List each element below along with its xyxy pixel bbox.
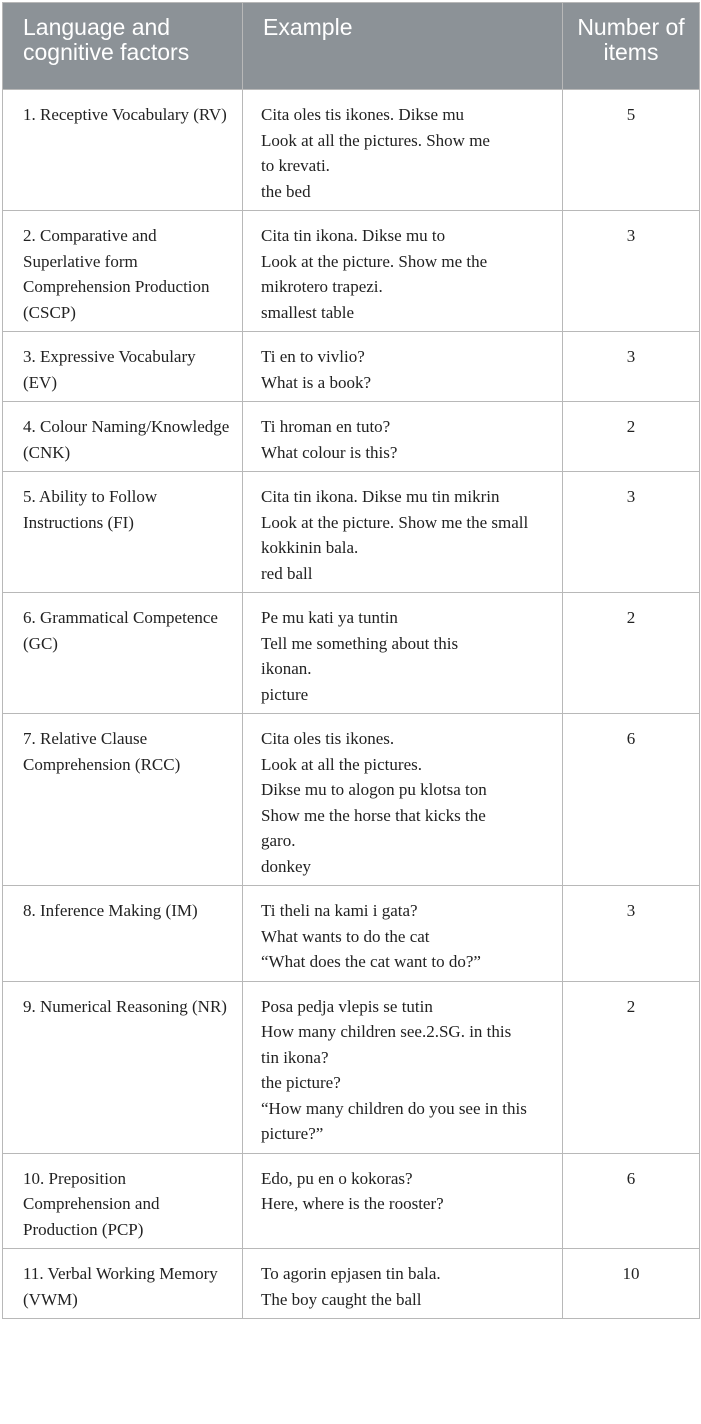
- factor-cell: 8. Inference Making (IM): [3, 886, 243, 982]
- factors-table: [2, 2, 700, 1319]
- number-cell: 3: [563, 332, 700, 402]
- number-cell: 5: [563, 90, 700, 211]
- table-row: [3, 402, 700, 472]
- example-line: the picture?: [261, 1073, 341, 1092]
- header-factor: Language and cognitive factors: [3, 3, 243, 90]
- number-cell: 3: [563, 211, 700, 332]
- example-line: picture: [261, 684, 309, 704]
- header-example: Example: [243, 3, 563, 90]
- example-line: Edo, pu en o kokoras?: [261, 1168, 413, 1188]
- example-line: Show me the horse that kicks the: [261, 805, 486, 825]
- number-cell: 2: [563, 593, 700, 714]
- example-line: Tell me something about this: [261, 633, 459, 653]
- example-line: Look at all the pictures.: [261, 754, 422, 774]
- example-cell: [243, 211, 563, 332]
- number-cell: 2: [563, 981, 700, 1153]
- example-line: Cita tin ikona. Dikse mu to: [261, 226, 446, 245]
- example-line: Look at all the pictures. Show me: [261, 130, 490, 150]
- example-line: the bed: [261, 181, 311, 201]
- example-line: What colour is this?: [261, 442, 398, 462]
- number-cell: 10: [563, 1249, 700, 1319]
- table-header-row: [3, 3, 700, 90]
- example-line: What is a book?: [261, 372, 371, 392]
- example-line: To agorin epjasen tin bala.: [261, 1264, 441, 1283]
- factor-cell: 9. Numerical Reasoning (NR): [3, 981, 243, 1153]
- number-cell: 3: [563, 472, 700, 593]
- factor-cell: 7. Relative Clause Comprehension (RCC): [3, 714, 243, 886]
- example-cell: [243, 332, 563, 402]
- example-line: ikonan.: [261, 659, 312, 678]
- table-row: [3, 1153, 700, 1249]
- table-row: [3, 1249, 700, 1319]
- example-cell: [243, 981, 563, 1153]
- example-line: Look at the picture. Show me the: [261, 251, 488, 271]
- example-line: Cita oles tis ikones. Dikse mu: [261, 105, 465, 124]
- factor-cell: 1. Receptive Vocabulary (RV): [3, 90, 243, 211]
- example-cell: [243, 1249, 563, 1319]
- table-row: [3, 593, 700, 714]
- example-line: Cita tin ikona. Dikse mu tin mikrin: [261, 487, 500, 506]
- factor-cell: 11. Verbal Working Memory (VWM): [3, 1249, 243, 1319]
- example-line: Here, where is the rooster?: [261, 1194, 444, 1213]
- example-line: to krevati.: [261, 156, 330, 175]
- example-line: garo.: [261, 831, 296, 850]
- example-line: donkey: [261, 856, 312, 876]
- example-line: Pe mu kati ya tuntin: [261, 608, 398, 627]
- number-cell: 6: [563, 1153, 700, 1249]
- example-line: Dikse mu to alogon pu klotsa ton: [261, 780, 487, 799]
- example-line: “What does the cat want to do?”: [261, 952, 481, 971]
- factor-cell: 4. Colour Naming/Knowledge (CNK): [3, 402, 243, 472]
- number-cell: 6: [563, 714, 700, 886]
- table-row: [3, 90, 700, 211]
- number-cell: 3: [563, 886, 700, 982]
- example-line: How many children see.2.SG. in this: [261, 1022, 512, 1041]
- example-line: What wants to do the cat: [261, 926, 430, 946]
- example-line: Ti en to vivlio?: [261, 347, 365, 366]
- table-row: [3, 981, 700, 1153]
- example-cell: [243, 1153, 563, 1249]
- example-line: red ball: [261, 563, 313, 583]
- factor-cell: 2. Comparative and Superlative form Comprehension Production (CSCP): [3, 211, 243, 332]
- example-line: “How many children do you see in this picture?”: [261, 1098, 527, 1143]
- table-row: [3, 714, 700, 886]
- table-row: [3, 886, 700, 982]
- example-line: The boy caught the ball: [261, 1289, 422, 1309]
- factor-cell: 6. Grammatical Competence (GC): [3, 593, 243, 714]
- example-line: Look at the picture. Show me the small: [261, 512, 529, 532]
- example-cell: [243, 472, 563, 593]
- table-row: [3, 211, 700, 332]
- factor-cell: 5. Ability to Follow Instructions (FI): [3, 472, 243, 593]
- table-row: [3, 332, 700, 402]
- header-number: Number of items: [563, 3, 700, 90]
- example-cell: [243, 886, 563, 982]
- example-line: Posa pedja vlepis se tutin: [261, 996, 433, 1016]
- example-line: smallest table: [261, 302, 355, 322]
- example-cell: [243, 402, 563, 472]
- example-line: Ti theli na kami i gata?: [261, 901, 418, 920]
- example-line: tin ikona?: [261, 1047, 329, 1067]
- example-line: mikrotero trapezi.: [261, 277, 383, 296]
- example-cell: [243, 593, 563, 714]
- factor-cell: 10. Preposition Comprehension and Production (PCP): [3, 1153, 243, 1249]
- example-line: kokkinin bala.: [261, 538, 359, 557]
- table-body: [3, 90, 700, 1319]
- table-row: [3, 472, 700, 593]
- number-cell: 2: [563, 402, 700, 472]
- example-line: Cita oles tis ikones.: [261, 729, 395, 748]
- example-line: Ti hroman en tuto?: [261, 417, 391, 436]
- example-cell: [243, 90, 563, 211]
- example-cell: [243, 714, 563, 886]
- factor-cell: 3. Expressive Vocabulary (EV): [3, 332, 243, 402]
